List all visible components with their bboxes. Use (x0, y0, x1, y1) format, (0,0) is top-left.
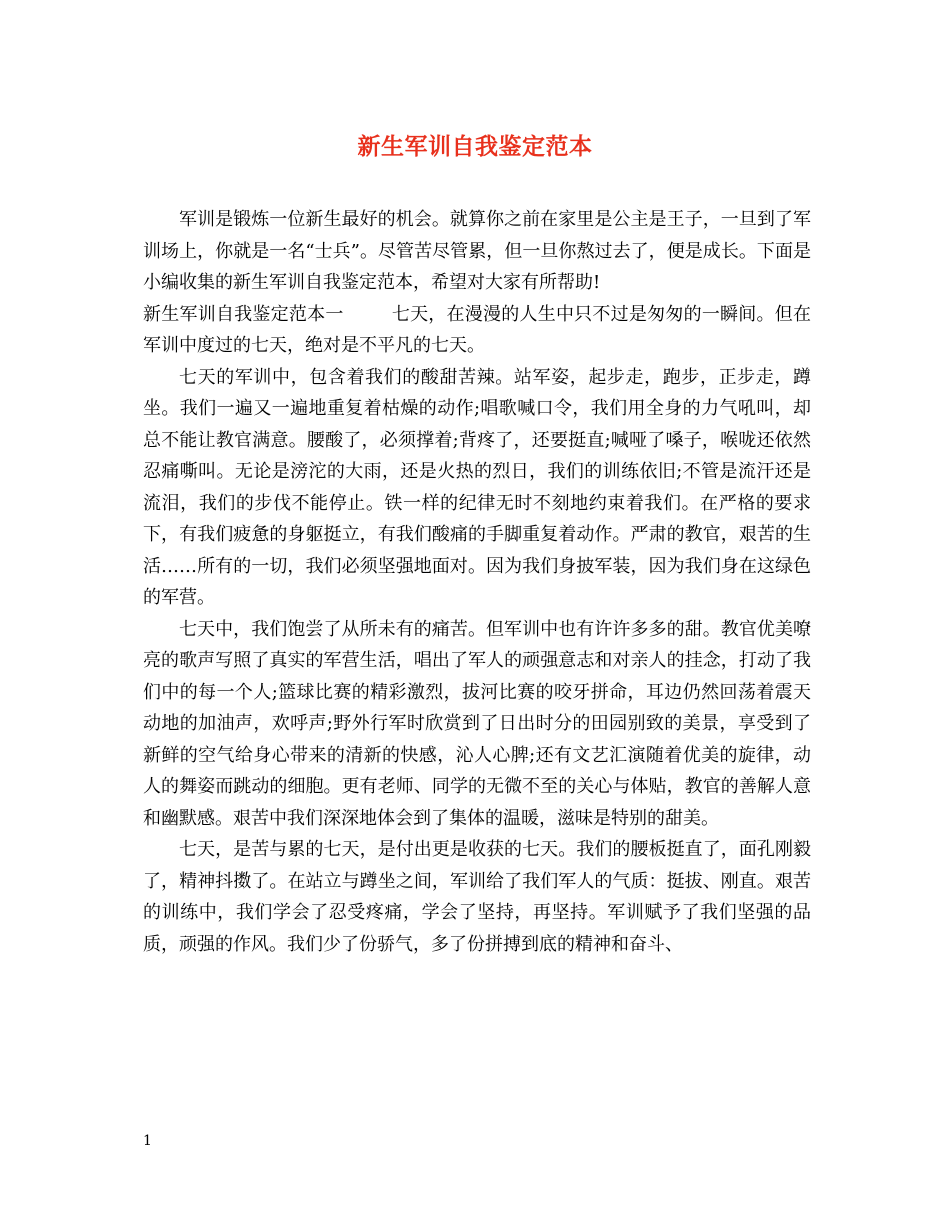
intro-paragraph: 军训是锻炼一位新生最好的机会。就算你之前在家里是公主是王子，一旦到了军训场上，你就是一名“士兵”。尽管苦尽管累，但一旦你熬过去了，便是成长。下面是小编收集的新生军训自我鉴定范本，希望对大家有所帮助! (143, 209, 811, 293)
section-first-line: 七天，在漫漫的人生中只不过是匆匆的一瞬间。但在军训中度过的七天，绝对是不平凡的七天。 (143, 303, 812, 356)
section-heading: 新生军训自我鉴定范本一 (143, 303, 344, 325)
page-number: 1 (143, 1133, 152, 1149)
document-body (143, 204, 811, 960)
document-title: 新生军训自我鉴定范本 (357, 133, 593, 160)
body-paragraph: 七天的军训中，包含着我们的酸甜苦辣。站军姿，起步走，跑步，正步走，蹲坐。我们一遍又一遍地重复着枯燥的动作;唱歌喊口令，我们用全身的力气吼叫，却总不能让教官满意。腰酸了，必须撑着;背疼了，还要挺直;喊哑了嗓子，喉咙还依然忍痛嘶叫。无论是滂沱的大雨，还是火热的烈日，我们的训练依旧;不管是流汗还是流泪，我们的步伐不能停止。铁一样的纪律无时不刻地约束着我们。在严格的要求下，有我们疲惫的身躯挺立，有我们酸痛的手脚重复着动作。严肃的教官，艰苦的生活……所有的一切，我们必须坚强地面对。因为我们身披军装，因为我们身在这绿色的军营。 (143, 366, 811, 608)
section-paragraph (143, 299, 811, 362)
body-paragraph: 七天，是苦与累的七天，是付出更是收获的七天。我们的腰板挺直了，面孔刚毅了，精神抖擞了。在站立与蹲坐之间，军训给了我们军人的气质：挺拔、刚直。艰苦的训练中，我们学会了忍受疼痛，学会了坚持，再坚持。军训赋予了我们坚强的品质，顽强的作风。我们少了份骄气，多了份拼搏到底的精神和奋斗、 (143, 839, 811, 955)
body-paragraph: 七天中，我们饱尝了从所未有的痛苦。但军训中也有许许多多的甜。教官优美嘹亮的歌声写照了真实的军营生活，唱出了军人的顽强意志和对亲人的挂念，打动了我们中的每一个人;篮球比赛的精彩激烈，拔河比赛的咬牙拼命，耳边仍然回荡着震天动地的加油声，欢呼声;野外行军时欣赏到了日出时分的田园别致的美景，享受到了新鲜的空气给身心带来的清新的快感，沁人心脾;还有文艺汇演随着优美的旋律，动人的舞姿而跳动的细胞。更有老师、同学的无微不至的关心与体贴，教官的善解人意和幽默感。艰苦中我们深深地体会到了集体的温暖，滋味是特别的甜美。 (143, 618, 811, 829)
